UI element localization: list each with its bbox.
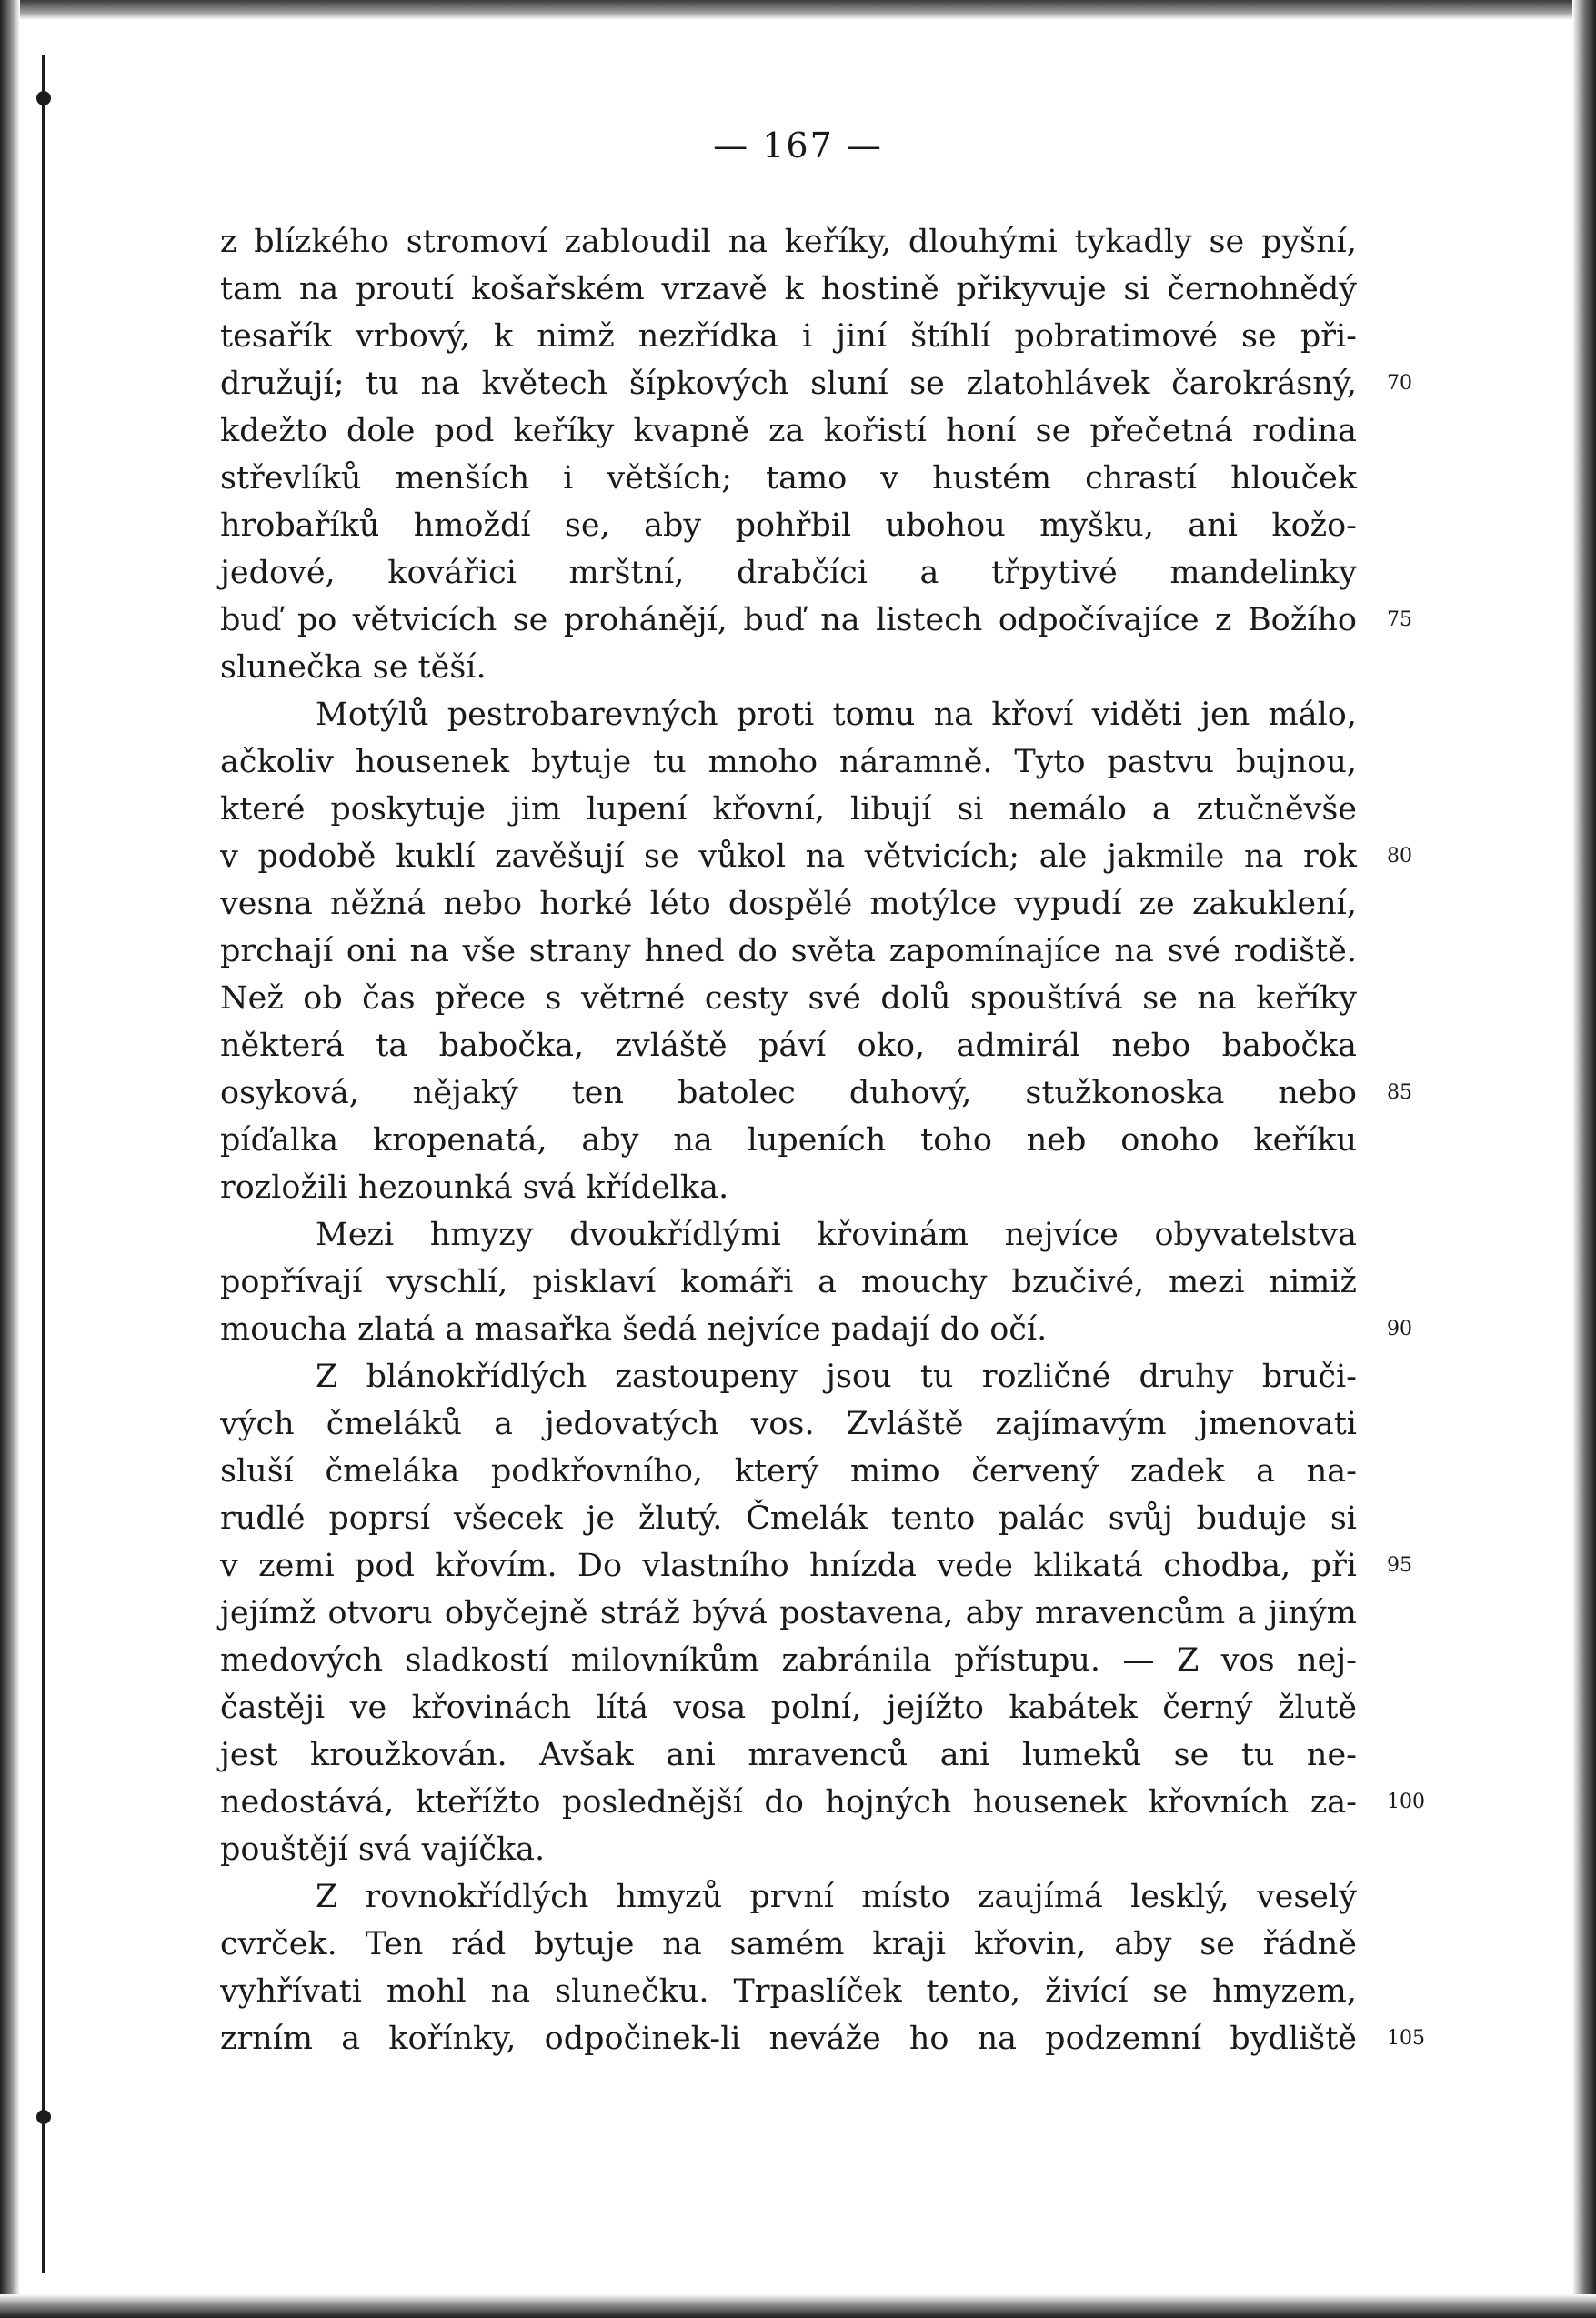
text-line: z blízkého stromoví zabloudil na keříky, dlouhými tykadly se pyšní, [220, 224, 1357, 260]
line-number: 90 [1387, 1318, 1412, 1340]
text-line: v zemi pod křovím. Do vlastního hnízda vede klikatá chodba, při [220, 1548, 1357, 1584]
text-line: některá ta babočka, zvláště páví oko, admirál nebo babočka [220, 1028, 1357, 1064]
text-line: moucha zlatá a masařka šedá nejvíce padají do očí. [220, 1311, 1048, 1348]
text-line: sluší čmeláka podkřovního, který mimo červený zadek a na- [220, 1453, 1357, 1490]
text-line: buď po větvicích se prohánějí, buď na listech odpočívajíce z Božího [220, 602, 1357, 638]
text-line: rozložili hezounká svá křídelka. [220, 1169, 729, 1206]
scan-border-right [1572, 0, 1596, 2318]
text-line: slunečka se těší. [220, 649, 487, 686]
text-line: jejímž otvoru obyčejně stráž bývá postavena, aby mravencům a jiným [220, 1595, 1357, 1631]
line-number: 75 [1387, 608, 1412, 631]
line-number: 100 [1387, 1791, 1425, 1813]
text-line: hrobaříků hmoždí se, aby pohřbil ubohou myšku, ani kožo- [220, 507, 1357, 544]
binding-edge [42, 55, 45, 2273]
text-line: Z blánokřídlých zastoupeny jsou tu rozličné druhy bruči- [316, 1359, 1357, 1395]
text-line: vesna něžná nebo horké léto dospělé motýlce vypudí ze zakuklení, [220, 886, 1357, 922]
text-line: nedostává, kteřížto poslednější do hojných housenek křovních za- [220, 1784, 1357, 1821]
scan-border-left [0, 0, 20, 2318]
text-line: rudlé poprsí všecek je žlutý. Čmelák tento palác svůj buduje si [220, 1500, 1357, 1537]
text-line: cvrček. Ten rád bytuje na samém kraji křovin, aby se řádně [220, 1926, 1357, 1962]
text-line: střevlíků menších i větších; tamo v hustém chrastí hlouček [220, 460, 1357, 497]
page-number: — 167 — [713, 125, 883, 166]
text-line: píďalka kropenatá, aby na lupeních toho neb onoho keříku [220, 1122, 1357, 1159]
text-line: Motýlů pestrobarevných proti tomu na křoví viděti jen málo, [316, 697, 1357, 733]
text-line: tesařík vrbový, k nimž nezřídka i jiní štíhlí pobratimové se při- [220, 318, 1357, 355]
binding-mark [36, 2110, 51, 2124]
scan-border-top [0, 0, 1596, 20]
text-line: vyhřívati mohl na slunečku. Trpaslíček tento, živící se hmyzem, [220, 1973, 1357, 2010]
text-line: popřívají vyschlí, pisklaví komáři a mouchy bzučivé, mezi nimiž [220, 1264, 1357, 1300]
text-line: pouštějí svá vajíčka. [220, 1831, 546, 1868]
text-line: družují; tu na květech šípkových sluní se zlatohlávek čarokrásný, [220, 366, 1357, 402]
scan-border-bottom [0, 2294, 1596, 2318]
text-line: Z rovnokřídlých hmyzů první místo zaujímá lesklý, veselý [316, 1879, 1357, 1915]
text-line: vých čmeláků a jedovatých vos. Zvláště zajímavým jmenovati [220, 1406, 1357, 1442]
text-line: prchají oni na vše strany hned do světa zapomínajíce na své rodiště. [220, 933, 1357, 969]
body-text [220, 218, 1357, 2062]
text-line: osyková, nějaký ten batolec duhový, stužkonoska nebo [220, 1075, 1357, 1111]
line-number: 105 [1387, 2027, 1425, 2050]
line-number: 85 [1387, 1081, 1412, 1104]
text-line: ačkoliv housenek bytuje tu mnoho náramně. Tyto pastvu bujnou, [220, 744, 1357, 780]
text-line: tam na proutí košařském vrzavě k hostině přikyvuje si černohnědý [220, 271, 1357, 307]
text-line: v podobě kuklí zavěšují se vůkol na větvicích; ale jakmile na rok [220, 838, 1357, 875]
text-line: které poskytuje jim lupení křovní, libují si nemálo a ztučněvše [220, 791, 1357, 828]
text-line: jedové, kovářici mrštní, drabčíci a třpytivé mandelinky [220, 555, 1357, 591]
text-line: Mezi hmyzy dvoukřídlými křovinám nejvíce obyvatelstva [316, 1217, 1357, 1253]
binding-mark [36, 91, 51, 105]
line-number: 95 [1387, 1554, 1412, 1577]
line-number: 70 [1387, 372, 1412, 395]
text-line: medových sladkostí milovníkům zabránila přístupu. — Z vos nej- [220, 1642, 1357, 1679]
text-line: Než ob čas přece s větrné cesty své dolů spouštívá se na keříky [220, 980, 1357, 1017]
text-line: jest kroužkován. Avšak ani mravenců ani lumeků se tu ne- [220, 1737, 1357, 1773]
text-line: častěji ve křovinách lítá vosa polní, jejížto kabátek černý žlutě [220, 1690, 1357, 1726]
text-line: kdežto dole pod keříky kvapně za kořistí honí se přečetná rodina [220, 413, 1357, 449]
line-number: 80 [1387, 845, 1412, 868]
text-line: zrním a kořínky, odpočinek-li neváže ho na podzemní bydliště [220, 2021, 1357, 2057]
